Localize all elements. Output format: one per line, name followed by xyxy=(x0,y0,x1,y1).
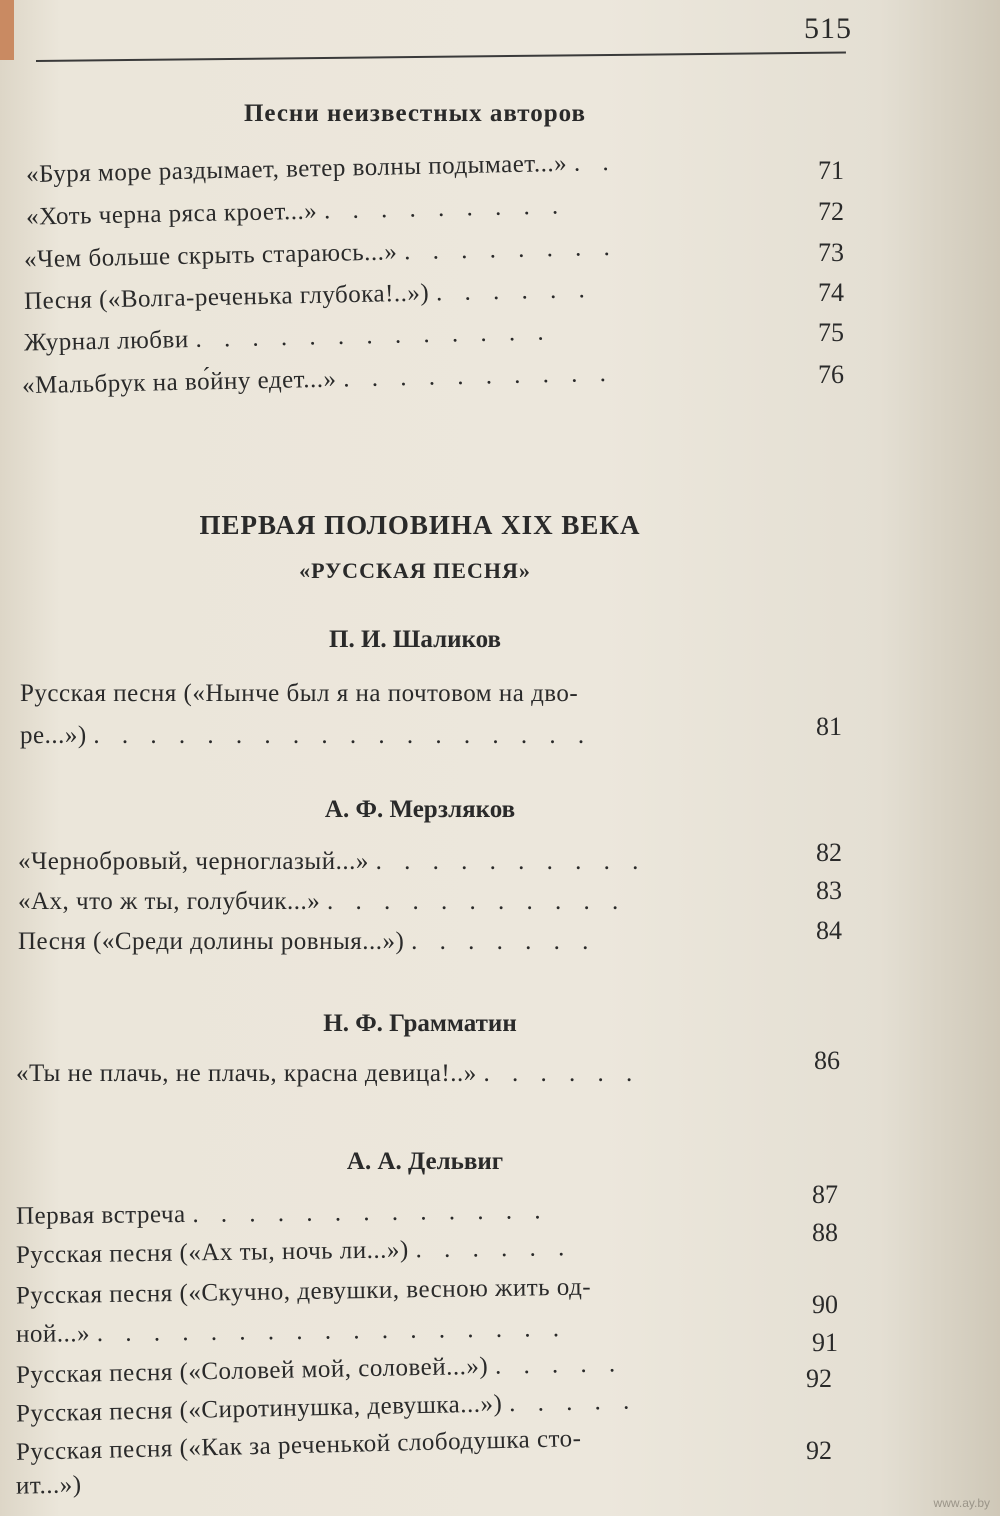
toc-entry: Русская песня («Сиротинушка, девушка...») . . . . . xyxy=(15,1387,638,1428)
toc-page: 74 xyxy=(818,278,844,307)
toc-page: 84 xyxy=(816,916,842,945)
toc-entry: ной...» . . . . . . . . . . . . . . . . . xyxy=(15,1315,568,1348)
toc-page: 82 xyxy=(816,838,842,867)
header-rule xyxy=(36,52,846,62)
toc-page: 75 xyxy=(818,318,844,347)
toc-entry: Песня («Волга-реченька глубока!..») . . . . . . xyxy=(23,276,593,315)
toc-entry: Русская песня («Скучно, девушки, весною жить од- xyxy=(15,1273,592,1310)
toc-entry: «Буря море раздымает, ветер волны подымает...» . . xyxy=(25,148,617,189)
author-name: А. Ф. Мерзляков xyxy=(324,796,516,823)
toc-entry: ит...») xyxy=(15,1471,82,1500)
toc-entry: Русская песня («Как за реченькой слободушка сто- xyxy=(15,1425,582,1466)
toc-page: 91 xyxy=(812,1328,838,1357)
author-name: А. А. Дельвиг xyxy=(346,1148,504,1175)
toc-page: 86 xyxy=(814,1046,840,1075)
part-subtitle: «РУССКАЯ ПЕСНЯ» xyxy=(299,558,531,583)
watermark: www.ay.by xyxy=(933,1496,990,1510)
toc-entry: «Ах, что ж ты, голубчик...» . . . . . . . . . . . xyxy=(18,888,627,915)
part-title: ПЕРВАЯ ПОЛОВИНА XIX ВЕКА xyxy=(199,510,641,540)
toc-entry: Русская песня («Нынче был я на почтовом на дво- xyxy=(20,680,579,707)
author-name: П. И. Шаликов xyxy=(329,626,501,653)
toc-entry: «Мальбрук на во́йну едет...» . . . . . . . . . . xyxy=(21,359,615,400)
toc-page: 76 xyxy=(818,360,844,389)
toc-page: 92 xyxy=(806,1436,832,1465)
toc-page: 83 xyxy=(816,876,842,905)
toc-page: 72 xyxy=(818,197,844,226)
page-edge xyxy=(0,0,14,60)
section-title: Песни неизвестных авторов xyxy=(243,100,587,127)
toc-entry: «Чем больше скрыть стараюсь...» . . . . . . . . xyxy=(23,233,619,274)
toc-page: 92 xyxy=(806,1364,832,1393)
toc-page: 88 xyxy=(812,1218,838,1247)
toc-page: 81 xyxy=(816,712,842,741)
toc-entry: Первая встреча . . . . . . . . . . . . . xyxy=(15,1197,549,1230)
toc-entry: Русская песня («Соловей мой, соловей...») . . . . . xyxy=(15,1350,624,1389)
toc-entry: «Хоть черна ряса кроет...» . . . . . . . . . xyxy=(25,192,567,231)
page-number: 515 xyxy=(804,12,852,45)
toc-page: 71 xyxy=(818,156,844,185)
toc-page: 87 xyxy=(812,1180,838,1209)
toc-page: 90 xyxy=(812,1290,838,1319)
toc-page: 73 xyxy=(818,238,844,267)
toc-entry: Русская песня («Ах ты, ночь ли...») . . . . . . xyxy=(15,1234,573,1269)
toc-entry: «Чернобровый, черноглазый...» . . . . . . . . . . xyxy=(18,848,647,875)
author-name: Н. Ф. Грамматин xyxy=(323,1010,517,1037)
toc-entry: Журнал любви . . . . . . . . . . . . . xyxy=(23,318,552,357)
toc-entry: ре...») . . . . . . . . . . . . . . . . . . xyxy=(20,722,593,749)
toc-entry: «Ты не плачь, не плачь, красна девица!..» . . . . . . xyxy=(16,1060,641,1087)
toc-entry: Песня («Среди долины ровныя...») . . . . . . . xyxy=(18,928,597,955)
